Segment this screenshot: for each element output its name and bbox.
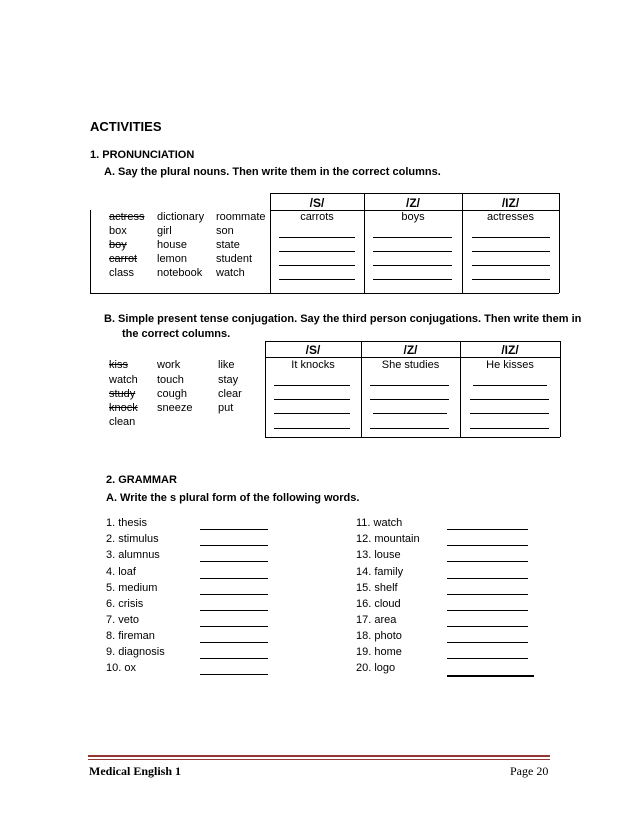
grammar-item: 16. cloud: [356, 598, 401, 610]
answer-blank[interactable]: [200, 561, 268, 562]
word: class: [109, 267, 135, 279]
answer-blank[interactable]: [373, 279, 452, 280]
word: son: [216, 225, 234, 237]
answer-blank[interactable]: [279, 279, 355, 280]
grammar-item: 2. stimulus: [106, 533, 159, 545]
word: sneeze: [157, 402, 193, 414]
answer-blank[interactable]: [447, 578, 528, 579]
grammar-item: 17. area: [356, 614, 397, 626]
answer-blank[interactable]: [274, 413, 350, 414]
answer-blank[interactable]: [370, 428, 449, 429]
grammar-item: 1. thesis: [106, 517, 147, 529]
answer-blank[interactable]: [200, 529, 268, 530]
instruction-a: A. Say the plural nouns. Then write them in the correct columns.: [104, 166, 441, 178]
answer-blank[interactable]: [200, 610, 268, 611]
word: work: [157, 359, 181, 371]
answer-blank[interactable]: [200, 578, 268, 579]
table-a-header-z: /Z/: [406, 196, 420, 210]
grammar-item: 8. fireman: [106, 630, 155, 642]
grammar-item: 3. alumnus: [106, 549, 160, 561]
answer-blank[interactable]: [274, 385, 350, 386]
word: house: [157, 239, 187, 251]
table-b-header-iz: /IZ/: [501, 343, 519, 357]
section-title-pronunciation: 1. PRONUNCIATION: [90, 149, 195, 161]
answer-blank[interactable]: [373, 251, 452, 252]
grammar-item: 15. shelf: [356, 582, 398, 594]
answer-blank[interactable]: [447, 642, 528, 643]
answer-blank[interactable]: [472, 237, 550, 238]
instruction-b-line2: the correct columns.: [122, 328, 231, 340]
grammar-item: 20. logo: [356, 662, 396, 674]
section-title-grammar: 2. GRAMMAR: [106, 474, 177, 486]
grammar-item: 11. watch: [356, 517, 403, 529]
answer-blank[interactable]: [373, 237, 452, 238]
table-a-header-iz: /IZ/: [501, 196, 520, 210]
answer-blank[interactable]: [447, 561, 528, 562]
table-b-example-iz: He kisses: [486, 359, 534, 371]
table-b-header-s: /S/: [305, 343, 321, 357]
grammar-item: 12. mountain: [356, 533, 420, 545]
word: touch: [157, 374, 184, 386]
word: cough: [157, 388, 187, 400]
answer-blank[interactable]: [200, 626, 268, 627]
table-a-example-z: boys: [401, 211, 425, 223]
word: clean: [109, 416, 136, 428]
word: watch: [216, 267, 245, 279]
word: actress: [109, 211, 145, 223]
answer-blank[interactable]: [472, 265, 550, 266]
grammar-item: 14. family: [356, 566, 404, 578]
table-b-example-s: It knocks: [291, 359, 335, 371]
word: stay: [218, 374, 239, 386]
word: watch: [109, 374, 138, 386]
answer-blank[interactable]: [470, 413, 549, 414]
answer-blank[interactable]: [470, 399, 549, 400]
answer-blank[interactable]: [470, 428, 549, 429]
table-a-header-s: /S/: [309, 196, 325, 210]
answer-blank[interactable]: [447, 675, 534, 677]
footer-rule-thin: [88, 759, 550, 760]
answer-blank[interactable]: [447, 545, 528, 546]
word: student: [216, 253, 253, 265]
answer-blank[interactable]: [373, 413, 447, 414]
answer-blank[interactable]: [447, 594, 528, 595]
word: state: [216, 239, 240, 251]
answer-blank[interactable]: [447, 658, 528, 659]
answer-blank[interactable]: [200, 674, 268, 675]
grammar-item: 7. veto: [106, 614, 140, 626]
answer-blank[interactable]: [472, 251, 550, 252]
word: knock: [109, 402, 138, 414]
answer-blank[interactable]: [473, 385, 547, 386]
instruction-grammar-a: A. Write the s plural form of the following words.: [106, 492, 360, 504]
table-a-example-iz: actresses: [486, 211, 535, 223]
grammar-item: 18. photo: [356, 630, 402, 642]
answer-blank[interactable]: [370, 385, 449, 386]
footer-rule: [88, 755, 550, 757]
answer-blank[interactable]: [447, 610, 528, 611]
table-a-example-s: carrots: [300, 211, 334, 223]
word: like: [218, 359, 235, 371]
answer-blank[interactable]: [370, 399, 449, 400]
table-b-header-z: /Z/: [403, 343, 418, 357]
page-number: Page 20: [510, 764, 549, 778]
word: kiss: [109, 359, 128, 371]
answer-blank[interactable]: [279, 251, 355, 252]
answer-blank[interactable]: [274, 399, 350, 400]
grammar-item: 6. crisis: [106, 598, 144, 610]
word: dictionary: [157, 211, 205, 223]
answer-blank[interactable]: [200, 642, 268, 643]
word: girl: [157, 225, 172, 237]
word: put: [218, 402, 234, 414]
answer-blank[interactable]: [200, 658, 268, 659]
word: boy: [109, 239, 127, 251]
grammar-item: 13. louse: [356, 549, 401, 561]
answer-blank[interactable]: [200, 594, 268, 595]
instruction-b-line1: B. Simple present tense conjugation. Say the third person conjugations. Then write them in: [104, 313, 582, 325]
grammar-item: 5. medium: [106, 582, 158, 594]
word: lemon: [157, 253, 187, 265]
word: study: [109, 388, 136, 400]
answer-blank[interactable]: [373, 265, 452, 266]
answer-blank[interactable]: [447, 626, 528, 627]
answer-blank[interactable]: [274, 428, 350, 429]
page-heading: ACTIVITIES: [90, 119, 162, 134]
table-b-example-z: She studies: [381, 359, 440, 371]
grammar-item: 9. diagnosis: [106, 646, 165, 658]
answer-blank[interactable]: [472, 279, 550, 280]
word: carrot: [109, 253, 138, 265]
answer-blank[interactable]: [200, 545, 268, 546]
grammar-item: 10. ox: [106, 662, 136, 674]
word: box: [109, 225, 127, 237]
word: notebook: [157, 267, 203, 279]
word: clear: [218, 388, 242, 400]
answer-blank[interactable]: [279, 265, 355, 266]
answer-blank[interactable]: [279, 237, 355, 238]
word: roommate: [216, 211, 266, 223]
grammar-item: 19. home: [356, 646, 402, 658]
answer-blank[interactable]: [447, 529, 528, 530]
grammar-item: 4. loaf: [106, 566, 136, 578]
footer-title: Medical English 1: [89, 764, 182, 778]
